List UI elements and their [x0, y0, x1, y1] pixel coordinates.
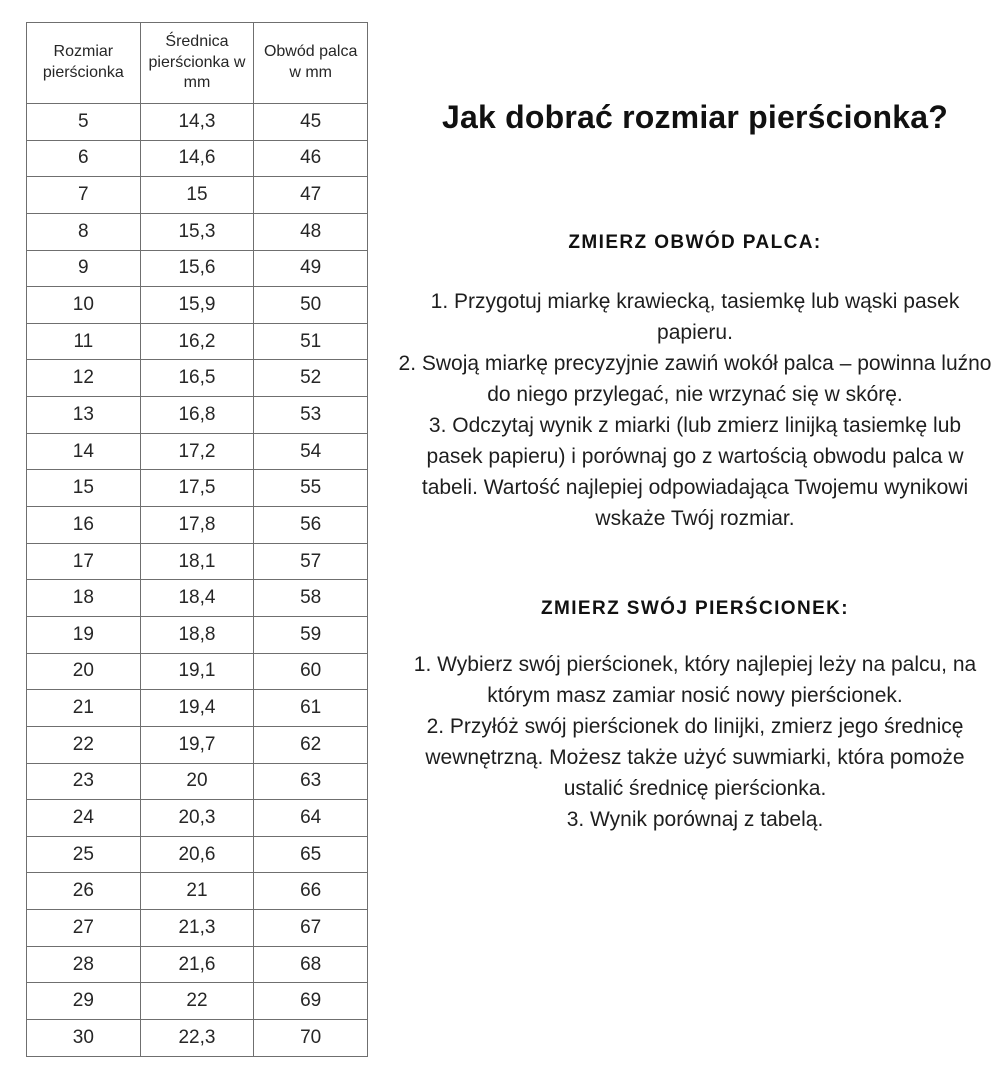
- table-cell: 70: [254, 1020, 368, 1057]
- table-cell: 60: [254, 653, 368, 690]
- table-row: [27, 910, 368, 947]
- table-cell: 14,3: [140, 104, 254, 141]
- table-cell: 11: [27, 323, 141, 360]
- table-cell: 22,3: [140, 1020, 254, 1057]
- table-cell: 55: [254, 470, 368, 507]
- column-header: Rozmiar pierścionka: [27, 23, 141, 104]
- table-cell: 17: [27, 543, 141, 580]
- table-row: [27, 836, 368, 873]
- table-cell: 19,1: [140, 653, 254, 690]
- table-cell: 18,1: [140, 543, 254, 580]
- table-cell: 21,3: [140, 910, 254, 947]
- table-cell: 16,5: [140, 360, 254, 397]
- guide-section: [398, 230, 992, 534]
- table-cell: 15: [140, 177, 254, 214]
- section-heading: ZMIERZ OBWÓD PALCA:: [568, 232, 822, 253]
- table-row: [27, 360, 368, 397]
- table-cell: 27: [27, 910, 141, 947]
- table-cell: 20: [27, 653, 141, 690]
- table-row: [27, 177, 368, 214]
- table-cell: 20,6: [140, 836, 254, 873]
- table-cell: 13: [27, 397, 141, 434]
- table-cell: 29: [27, 983, 141, 1020]
- table-cell: 14,6: [140, 140, 254, 177]
- table-cell: 56: [254, 507, 368, 544]
- table-cell: 58: [254, 580, 368, 617]
- table-cell: 19: [27, 616, 141, 653]
- table-row: [27, 763, 368, 800]
- table-row: [27, 616, 368, 653]
- table-cell: 22: [140, 983, 254, 1020]
- table-cell: 12: [27, 360, 141, 397]
- page-title: Jak dobrać rozmiar pierścionka?: [442, 99, 948, 135]
- table-cell: 17,2: [140, 433, 254, 470]
- table-cell: 17,8: [140, 507, 254, 544]
- table-cell: 25: [27, 836, 141, 873]
- table-cell: 18,8: [140, 616, 254, 653]
- table-cell: 28: [27, 946, 141, 983]
- table-cell: 21: [27, 690, 141, 727]
- ring-size-table: [26, 22, 368, 1057]
- table-row: [27, 800, 368, 837]
- table-cell: 5: [27, 104, 141, 141]
- table-cell: 59: [254, 616, 368, 653]
- table-cell: 66: [254, 873, 368, 910]
- table-cell: 52: [254, 360, 368, 397]
- table-row: [27, 1020, 368, 1057]
- table-cell: 15,6: [140, 250, 254, 287]
- table-cell: 51: [254, 323, 368, 360]
- table-row: [27, 287, 368, 324]
- table-cell: 18: [27, 580, 141, 617]
- table-cell: 10: [27, 287, 141, 324]
- instruction-item: 2. Swoją miarkę precyzyjnie zawiń wokół palca – powinna luźno do niego przylegać, nie wrzynać się w skórę.: [398, 352, 992, 406]
- instruction-item: 2. Przyłóż swój pierścionek do linijki, zmierz jego średnicę wewnętrzną. Możesz także użyć suwmiarki, która pomoże ustalić średnicę pierścionka.: [425, 715, 965, 800]
- instruction-item: 1. Przygotuj miarkę krawiecką, tasiemkę lub wąski pasek papieru.: [430, 290, 960, 344]
- table-row: [27, 543, 368, 580]
- guide-sections: [398, 230, 992, 835]
- table-row: [27, 580, 368, 617]
- table-cell: 23: [27, 763, 141, 800]
- table-cell: 8: [27, 213, 141, 250]
- column-header: Obwód palca w mm: [254, 23, 368, 104]
- table-row: [27, 140, 368, 177]
- table-cell: 46: [254, 140, 368, 177]
- table-row: [27, 104, 368, 141]
- column-header: Średnica pierścionka w mm: [140, 23, 254, 104]
- table-cell: 48: [254, 213, 368, 250]
- table-row: [27, 946, 368, 983]
- table-cell: 14: [27, 433, 141, 470]
- table-cell: 69: [254, 983, 368, 1020]
- table-row: [27, 507, 368, 544]
- table-header: [27, 23, 368, 104]
- table-row: [27, 983, 368, 1020]
- table-cell: 21,6: [140, 946, 254, 983]
- table-cell: 9: [27, 250, 141, 287]
- table-cell: 22: [27, 726, 141, 763]
- table-row: [27, 873, 368, 910]
- table-cell: 7: [27, 177, 141, 214]
- table-row: [27, 470, 368, 507]
- table-row: [27, 726, 368, 763]
- table-cell: 16,8: [140, 397, 254, 434]
- table-cell: 65: [254, 836, 368, 873]
- instruction-item: 3. Odczytaj wynik z miarki (lub zmierz linijką tasiemkę lub pasek papieru) i porównaj go z wartością obwodu palca w tabeli. Wartość najlepiej odpowiadająca Twojemu wynikowi wskaże Twój rozmiar.: [421, 414, 969, 530]
- table-cell: 6: [27, 140, 141, 177]
- table-row: [27, 213, 368, 250]
- sizing-guide: [398, 0, 992, 835]
- section-heading: ZMIERZ SWÓJ PIERŚCIONEK:: [540, 598, 850, 619]
- table-cell: 21: [140, 873, 254, 910]
- table-cell: 15: [27, 470, 141, 507]
- table-row: [27, 323, 368, 360]
- table-cell: 15,9: [140, 287, 254, 324]
- table-row: [27, 653, 368, 690]
- table-cell: 24: [27, 800, 141, 837]
- guide-section: [398, 596, 992, 835]
- table-cell: 19,4: [140, 690, 254, 727]
- table-cell: 50: [254, 287, 368, 324]
- instruction-list: [398, 649, 992, 835]
- table-cell: 30: [27, 1020, 141, 1057]
- table-row: [27, 397, 368, 434]
- table-cell: 49: [254, 250, 368, 287]
- table-cell: 68: [254, 946, 368, 983]
- table-cell: 61: [254, 690, 368, 727]
- table-row: [27, 433, 368, 470]
- table-cell: 45: [254, 104, 368, 141]
- table-cell: 20: [140, 763, 254, 800]
- table-cell: 67: [254, 910, 368, 947]
- table-cell: 54: [254, 433, 368, 470]
- table-header-row: [27, 23, 368, 104]
- table-cell: 26: [27, 873, 141, 910]
- table-cell: 19,7: [140, 726, 254, 763]
- table-row: [27, 250, 368, 287]
- table-cell: 17,5: [140, 470, 254, 507]
- table-cell: 62: [254, 726, 368, 763]
- table-cell: 63: [254, 763, 368, 800]
- table-cell: 47: [254, 177, 368, 214]
- table-cell: 20,3: [140, 800, 254, 837]
- instruction-list: [398, 286, 992, 534]
- table-body: [27, 104, 368, 1057]
- table-cell: 53: [254, 397, 368, 434]
- table-cell: 16,2: [140, 323, 254, 360]
- table-cell: 15,3: [140, 213, 254, 250]
- instruction-item: 3. Wynik porównaj z tabelą.: [566, 808, 824, 831]
- table-cell: 57: [254, 543, 368, 580]
- table-cell: 64: [254, 800, 368, 837]
- table-cell: 16: [27, 507, 141, 544]
- table-row: [27, 690, 368, 727]
- instruction-item: 1. Wybierz swój pierścionek, który najlepiej leży na palcu, na którym masz zamiar nosić nowy pierścionek.: [413, 653, 977, 707]
- table-cell: 18,4: [140, 580, 254, 617]
